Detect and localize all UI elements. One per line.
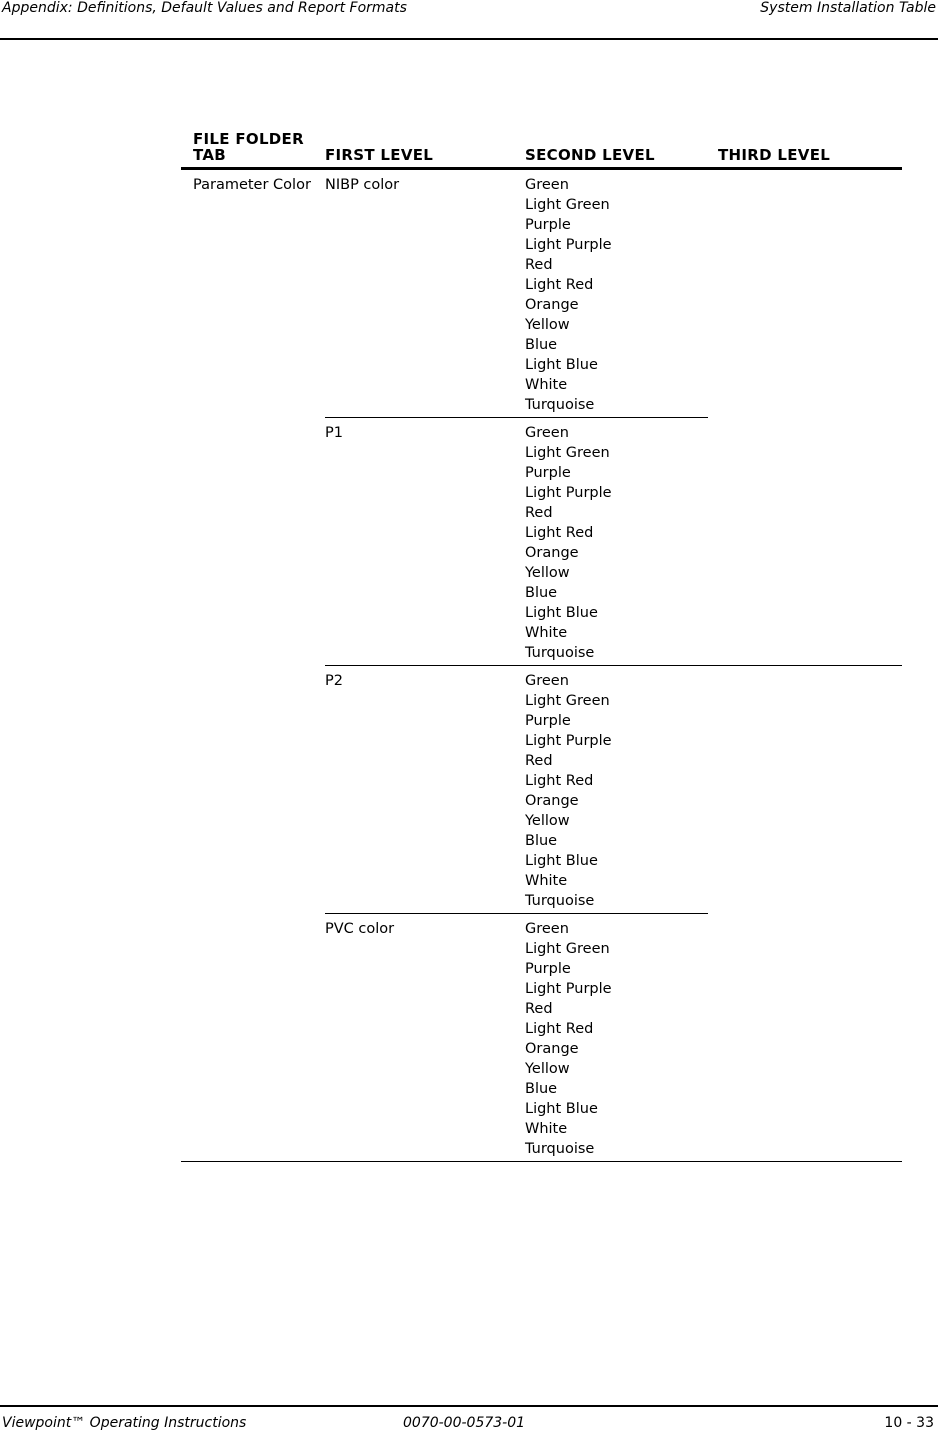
second-level-options-list — [525, 671, 612, 911]
second-level-option: Light Green — [525, 197, 610, 213]
second-level-option: Light Green — [525, 445, 610, 461]
row-divider — [325, 417, 708, 418]
second-level-option: Light Purple — [525, 733, 612, 749]
page-header — [0, 0, 938, 40]
second-level-option: Orange — [525, 1041, 579, 1057]
second-level-option: Turquoise — [525, 893, 595, 909]
system-installation-table — [181, 125, 902, 1162]
second-level-option: Green — [525, 673, 569, 689]
second-level-option: Light Green — [525, 693, 610, 709]
row-divider — [325, 665, 902, 666]
table-header-row — [181, 125, 902, 170]
second-level-options-list — [525, 423, 612, 663]
second-level-option: Yellow — [525, 1061, 570, 1077]
header-chapter-title: Appendix: Definitions, Default Values and Report Formats — [2, 0, 407, 16]
second-level-option: Turquoise — [525, 1141, 595, 1157]
column-header-second-level: SECOND LEVEL — [525, 146, 655, 164]
second-level-option: Light Green — [525, 941, 610, 957]
second-level-option: Light Blue — [525, 605, 598, 621]
second-level-option: Blue — [525, 337, 558, 353]
second-level-option: Green — [525, 425, 569, 441]
second-level-option: Purple — [525, 465, 571, 481]
file-folder-tab-cell: Parameter Color — [193, 177, 311, 193]
second-level-option: Red — [525, 753, 553, 769]
footer-document-title: Viewpoint™ Operating Instructions — [2, 1415, 247, 1431]
second-level-option: Purple — [525, 217, 571, 233]
second-level-options-list — [525, 175, 612, 415]
second-level-option: Light Purple — [525, 485, 612, 501]
row-divider — [325, 913, 708, 914]
footer-page-number: 10 - 33 — [884, 1415, 934, 1431]
second-level-option: Red — [525, 1001, 553, 1017]
second-level-option: Yellow — [525, 317, 570, 333]
second-level-option: Red — [525, 505, 553, 521]
second-level-option: Light Red — [525, 525, 594, 541]
second-level-option: Blue — [525, 585, 558, 601]
second-level-option: Green — [525, 921, 569, 937]
second-level-option: Light Blue — [525, 1101, 598, 1117]
second-level-option: Purple — [525, 961, 571, 977]
header-section-title: System Installation Table — [760, 0, 936, 16]
second-level-option: Light Red — [525, 1021, 594, 1037]
second-level-option: White — [525, 377, 568, 393]
second-level-option: Light Purple — [525, 237, 612, 253]
second-level-option: Yellow — [525, 565, 570, 581]
first-level-cell: P1 — [325, 425, 343, 441]
column-header-third-level: THIRD LEVEL — [718, 146, 831, 164]
column-header-first-level: FIRST LEVEL — [325, 146, 434, 164]
first-level-cell: NIBP color — [325, 177, 400, 193]
first-level-cell: PVC color — [325, 921, 395, 937]
second-level-option: Purple — [525, 713, 571, 729]
second-level-option: Green — [525, 177, 569, 193]
footer-part-number: 0070-00-0573-01 — [403, 1415, 526, 1431]
second-level-option: White — [525, 873, 568, 889]
second-level-option: Orange — [525, 297, 579, 313]
second-level-option: Light Red — [525, 277, 594, 293]
second-level-option: Light Blue — [525, 853, 598, 869]
first-level-cell: P2 — [325, 673, 343, 689]
second-level-option: Turquoise — [525, 645, 595, 661]
second-level-option: Blue — [525, 1081, 558, 1097]
second-level-options-list — [525, 919, 612, 1159]
page-footer — [0, 1405, 938, 1435]
second-level-option: Red — [525, 257, 553, 273]
second-level-option: Light Purple — [525, 981, 612, 997]
second-level-option: Light Blue — [525, 357, 598, 373]
second-level-option: White — [525, 625, 568, 641]
second-level-option: Orange — [525, 545, 579, 561]
second-level-option: White — [525, 1121, 568, 1137]
column-header-file-folder-tab: FILE FOLDER TAB — [193, 130, 304, 164]
second-level-option: Blue — [525, 833, 558, 849]
second-level-option: Yellow — [525, 813, 570, 829]
second-level-option: Light Red — [525, 773, 594, 789]
table-body — [181, 170, 902, 1162]
second-level-option: Turquoise — [525, 397, 595, 413]
second-level-option: Orange — [525, 793, 579, 809]
